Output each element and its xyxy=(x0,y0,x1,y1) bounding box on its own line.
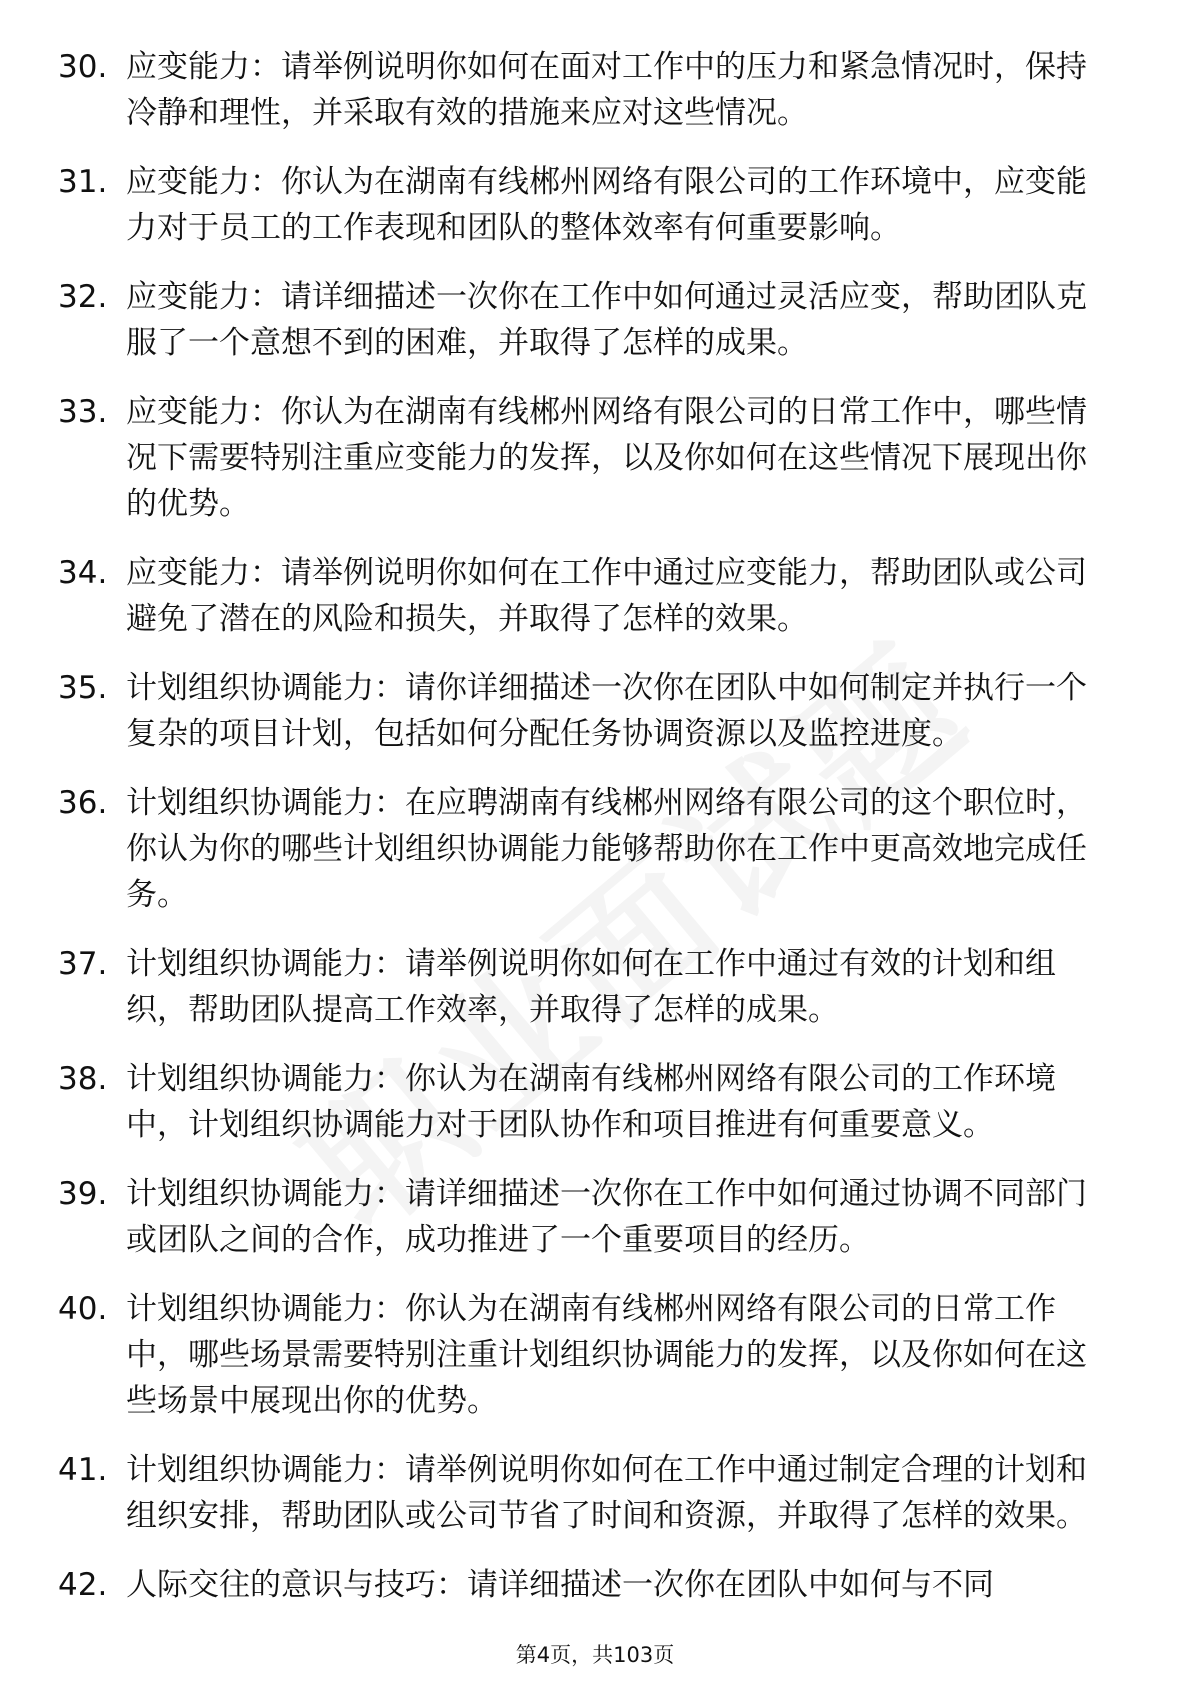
question-item xyxy=(0,1056,1116,1148)
question-text: 应变能力：请举例说明你如何在面对工作中的压力和紧急情况时，保持冷静和理性，并采取有效的措施来应对这些情况。 xyxy=(126,49,1087,131)
question-item xyxy=(0,1447,1116,1539)
question-item xyxy=(0,274,1116,366)
question-list xyxy=(0,44,1190,1631)
question-number: 32. xyxy=(58,279,108,315)
question-item xyxy=(0,550,1116,642)
question-number: 34. xyxy=(58,555,108,591)
question-number: 31. xyxy=(58,164,108,200)
question-text: 应变能力：你认为在湖南有线郴州网络有限公司的工作环境中，应变能力对于员工的工作表现和团队的整体效率有何重要影响。 xyxy=(126,164,1087,246)
question-text: 应变能力：请详细描述一次你在工作中如何通过灵活应变，帮助团队克服了一个意想不到的困难，并取得了怎样的成果。 xyxy=(126,279,1087,361)
question-text: 计划组织协调能力：请你详细描述一次你在团队中如何制定并执行一个复杂的项目计划，包括如何分配任务协调资源以及监控进度。 xyxy=(126,670,1087,752)
question-text: 人际交往的意识与技巧：请详细描述一次你在团队中如何与不同 xyxy=(126,1567,994,1603)
page-footer xyxy=(0,1640,1190,1670)
question-number: 38. xyxy=(58,1061,108,1097)
question-item xyxy=(0,159,1116,251)
question-item xyxy=(0,780,1116,918)
page-number-label: 第4页，共103页 xyxy=(515,1643,675,1667)
question-text: 应变能力：请举例说明你如何在工作中通过应变能力，帮助团队或公司避免了潜在的风险和损失，并取得了怎样的效果。 xyxy=(126,555,1087,637)
question-item xyxy=(0,1171,1116,1263)
question-number: 40. xyxy=(58,1291,108,1327)
question-text: 计划组织协调能力：你认为在湖南有线郴州网络有限公司的日常工作中，哪些场景需要特别注重计划组织协调能力的发挥，以及你如何在这些场景中展现出你的优势。 xyxy=(126,1291,1087,1419)
question-item xyxy=(0,941,1116,1033)
question-number: 42. xyxy=(58,1567,108,1603)
question-number: 36. xyxy=(58,785,108,821)
question-item xyxy=(0,1286,1116,1424)
question-number: 33. xyxy=(58,394,108,430)
question-item xyxy=(0,665,1116,757)
question-text: 计划组织协调能力：你认为在湖南有线郴州网络有限公司的工作环境中，计划组织协调能力对于团队协作和项目推进有何重要意义。 xyxy=(126,1061,1056,1143)
question-text: 计划组织协调能力：请举例说明你如何在工作中通过制定合理的计划和组织安排，帮助团队或公司节省了时间和资源，并取得了怎样的效果。 xyxy=(126,1452,1087,1534)
question-item xyxy=(0,44,1116,136)
question-number: 41. xyxy=(58,1452,108,1488)
question-number: 30. xyxy=(58,49,108,85)
question-text: 计划组织协调能力：在应聘湖南有线郴州网络有限公司的这个职位时，你认为你的哪些计划组织协调能力能够帮助你在工作中更高效地完成任务。 xyxy=(126,785,1087,913)
question-number: 37. xyxy=(58,946,108,982)
question-number: 35. xyxy=(58,670,108,706)
question-item xyxy=(0,1562,1116,1608)
question-text: 应变能力：你认为在湖南有线郴州网络有限公司的日常工作中，哪些情况下需要特别注重应变能力的发挥，以及你如何在这些情况下展现出你的优势。 xyxy=(126,394,1087,522)
question-text: 计划组织协调能力：请举例说明你如何在工作中通过有效的计划和组织，帮助团队提高工作效率，并取得了怎样的成果。 xyxy=(126,946,1056,1028)
question-number: 39. xyxy=(58,1176,108,1212)
question-item xyxy=(0,389,1116,527)
question-text: 计划组织协调能力：请详细描述一次你在工作中如何通过协调不同部门或团队之间的合作，成功推进了一个重要项目的经历。 xyxy=(126,1176,1087,1258)
